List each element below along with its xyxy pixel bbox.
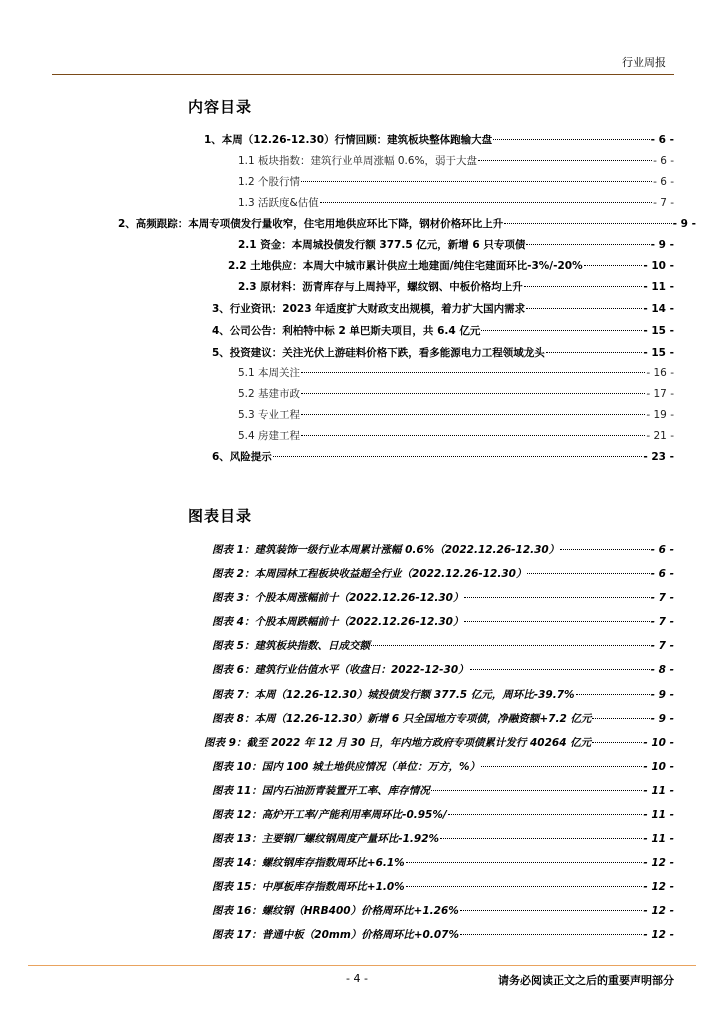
figure-entry-text: 图表 10：国内 100 城土地供应情况（单位：万方，%） (212, 761, 481, 773)
figure-entry-page: - 11 - (643, 809, 674, 821)
figure-entry-text: 图表 8：本周（12.26-12.30）新增 6 只全国地方专项债，净融资额+7.2 亿元 (212, 713, 592, 725)
leader-dots (440, 837, 642, 839)
figure-entry-page: - 11 - (643, 833, 674, 845)
toc-entry-text: 4、公司公告：利柏特中标 2 单巴斯夫项目，共 6.4 亿元 (212, 325, 481, 337)
figure-entry-page: - 11 - (643, 785, 674, 797)
toc-entry-text: 3、行业资讯：2023 年适度扩大财政支出规模，着力扩大国内需求 (212, 303, 526, 315)
toc-entry[interactable] (238, 364, 674, 382)
figure-entry-text: 图表 12：高炉开工率/产能利用率周环比-0.95%/ (212, 809, 447, 821)
figure-entry-page: - 9 - (650, 689, 674, 701)
figure-entry-page: - 10 - (643, 737, 674, 749)
figure-entry-page: - 12 - (643, 881, 674, 893)
leader-dots (371, 644, 650, 646)
figure-entry-text: 图表 11：国内石油沥青装置开工率、库存情况 (212, 785, 430, 797)
toc-entry-text: 2.1 资金：本周城投债发行额 377.5 亿元，新增 6 只专项债 (238, 239, 526, 251)
figure-entry-page: - 6 - (650, 544, 674, 556)
toc-title: 内容目录 (188, 98, 253, 116)
leader-dots (576, 693, 650, 695)
toc-entry-text: 1.2 个股行情 (238, 176, 301, 188)
toc-entry-text: 2、高频跟踪：本周专项债发行量收窄，住宅用地供应环比下降，钢材价格环比上升 (118, 218, 504, 230)
toc-entry-page: - 10 - (643, 260, 674, 272)
leader-dots (301, 371, 645, 373)
figure-entry[interactable] (212, 758, 674, 776)
leader-dots (301, 413, 645, 415)
figure-entry-page: - 7 - (650, 592, 674, 604)
figure-entry[interactable] (212, 854, 674, 872)
toc-entry-text: 1.1 板块指数：建筑行业单周涨幅 0.6%，弱于大盘 (238, 155, 478, 167)
toc-entry-text: 1、本周（12.26-12.30）行情回顾：建筑板块整体跑输大盘 (204, 134, 493, 146)
toc-entry-page: - 15 - (643, 347, 674, 359)
leader-dots (273, 455, 643, 457)
leader-dots (464, 596, 649, 598)
figure-entry[interactable] (212, 878, 674, 896)
leader-dots (460, 909, 643, 911)
figure-entry-text: 图表 1：建筑装饰一级行业本周累计涨幅 0.6%（2022.12.26-12.30） (212, 544, 560, 556)
leader-dots (592, 741, 642, 743)
toc-entry[interactable] (212, 300, 674, 318)
figure-entry-page: - 12 - (643, 905, 674, 917)
toc-entry-page: - 17 - (646, 388, 674, 400)
figure-entry-page: - 8 - (650, 664, 674, 676)
toc-entry[interactable] (212, 448, 674, 466)
leader-dots (493, 138, 650, 140)
figure-entry[interactable] (204, 734, 674, 752)
report-type-label: 行业周报 (622, 56, 666, 69)
page-number: - 4 - (346, 972, 368, 985)
toc-entry-page: - 14 - (643, 303, 674, 315)
figure-entry[interactable] (212, 710, 674, 728)
toc-entry[interactable] (238, 427, 674, 445)
toc-entry[interactable] (238, 173, 674, 191)
figure-entry[interactable] (212, 661, 674, 679)
toc-entry[interactable] (238, 385, 674, 403)
figure-entry-text: 图表 6：建筑行业估值水平（收盘日：2022-12-30） (212, 664, 469, 676)
toc-entry[interactable] (238, 236, 674, 254)
figure-entry[interactable] (212, 637, 674, 655)
figure-entry[interactable] (212, 565, 674, 583)
toc-entry-text: 5.1 本周关注 (238, 367, 301, 379)
toc-entry[interactable] (212, 344, 674, 362)
toc-entry-page: - 6 - (653, 176, 674, 188)
toc-entry-text: 5.4 房建工程 (238, 430, 301, 442)
figure-entry-page: - 6 - (650, 568, 674, 580)
figure-entry-text: 图表 14：螺纹钢库存指数周环比+6.1% (212, 857, 405, 869)
leader-dots (406, 885, 643, 887)
figure-entry-text: 图表 15：中厚板库存指数周环比+1.0% (212, 881, 405, 893)
figure-entry-text: 图表 9：截至 2022 年 12 月 30 日，年内地方政府专项债累计发行 40264 亿元 (204, 737, 592, 749)
toc-entry[interactable] (118, 215, 696, 233)
toc-entry-text: 5.2 基建市政 (238, 388, 301, 400)
leader-dots (526, 243, 649, 245)
figure-entry-text: 图表 17：普通中板（20mm）价格周环比+0.07% (212, 929, 459, 941)
toc-entry-page: - 23 - (643, 451, 674, 463)
figure-entry-page: - 12 - (643, 857, 674, 869)
leader-dots (470, 668, 650, 670)
toc-entry[interactable] (238, 278, 674, 296)
figure-entry[interactable] (212, 902, 674, 920)
toc-entry-page: - 6 - (653, 155, 674, 167)
toc-entry-text: 6、风险提示 (212, 451, 272, 463)
leader-dots (320, 201, 652, 203)
leader-dots (301, 180, 652, 182)
figure-entry-text: 图表 5：建筑板块指数、日成交额 (212, 640, 370, 652)
leader-dots (301, 392, 645, 394)
leader-dots (406, 861, 643, 863)
toc-entry-page: - 16 - (646, 367, 674, 379)
leader-dots (592, 717, 649, 719)
disclaimer-note: 请务必阅读正文之后的重要声明部分 (498, 974, 674, 987)
leader-dots (560, 548, 649, 550)
figure-entry-text: 图表 2：本周园林工程板块收益超全行业（2022.12.26-12.30） (212, 568, 527, 580)
figure-entry-text: 图表 3：个股本周涨幅前十（2022.12.26-12.30） (212, 592, 464, 604)
toc-entry-page: - 21 - (646, 430, 674, 442)
figure-entry[interactable] (212, 926, 674, 944)
toc-entry-page: - 9 - (650, 239, 674, 251)
toc-entry-page: - 6 - (650, 134, 674, 146)
toc-entry[interactable] (228, 257, 674, 275)
toc-entry-page: - 19 - (646, 409, 674, 421)
leader-dots (524, 285, 643, 287)
toc-entry[interactable] (204, 131, 674, 149)
header-divider (52, 74, 674, 75)
toc-entry-text: 1.3 活跃度&估值 (238, 197, 319, 209)
leader-dots (481, 765, 642, 767)
figure-entry-text: 图表 13：主要钢厂螺纹钢周度产量环比-1.92% (212, 833, 440, 845)
toc-entry-page: - 9 - (672, 218, 696, 230)
leader-dots (460, 933, 642, 935)
leader-dots (448, 813, 643, 815)
leader-dots (504, 222, 671, 224)
leader-dots (431, 789, 643, 791)
toc-entry[interactable] (238, 194, 674, 212)
figures-title: 图表目录 (188, 507, 253, 525)
toc-entry-text: 5、投资建议：关注光伏上游硅料价格下跌，看多能源电力工程领域龙头 (212, 347, 545, 359)
figure-entry-page: - 9 - (650, 713, 674, 725)
toc-entry-text: 5.3 专业工程 (238, 409, 301, 421)
toc-entry[interactable] (238, 406, 674, 424)
figure-entry-page: - 7 - (650, 640, 674, 652)
toc-entry-page: - 15 - (643, 325, 674, 337)
leader-dots (478, 159, 652, 161)
leader-dots (481, 329, 642, 331)
toc-entry[interactable] (212, 322, 674, 340)
figure-entry[interactable] (212, 589, 674, 607)
toc-entry[interactable] (238, 152, 674, 170)
toc-entry-text: 2.2 土地供应：本周大中城市累计供应土地建面/纯住宅建面环比-3%/-20% (228, 260, 583, 272)
footer-divider (28, 965, 696, 966)
figure-entry[interactable] (212, 686, 674, 704)
leader-dots (301, 434, 645, 436)
leader-dots (526, 307, 642, 309)
figure-entry-text: 图表 16：螺纹钢（HRB400）价格周环比+1.26% (212, 905, 459, 917)
figure-entry[interactable] (212, 541, 674, 559)
leader-dots (527, 572, 649, 574)
toc-entry-text: 2.3 原材料：沥青库存与上周持平，螺纹钢、中板价格均上升 (238, 281, 523, 293)
toc-entry-page: - 7 - (653, 197, 674, 209)
figure-entry-page: - 10 - (643, 761, 674, 773)
leader-dots (464, 620, 649, 622)
figure-entry[interactable] (212, 830, 674, 848)
leader-dots (546, 351, 643, 353)
figure-entry[interactable] (212, 613, 674, 631)
figure-entry[interactable] (212, 782, 674, 800)
leader-dots (584, 264, 643, 266)
figure-entry[interactable] (212, 806, 674, 824)
figure-entry-text: 图表 4：个股本周跌幅前十（2022.12.26-12.30） (212, 616, 464, 628)
figure-entry-page: - 12 - (643, 929, 674, 941)
figure-entry-text: 图表 7：本周（12.26-12.30）城投债发行额 377.5 亿元，周环比-39.7% (212, 689, 575, 701)
figure-entry-page: - 7 - (650, 616, 674, 628)
toc-entry-page: - 11 - (643, 281, 674, 293)
